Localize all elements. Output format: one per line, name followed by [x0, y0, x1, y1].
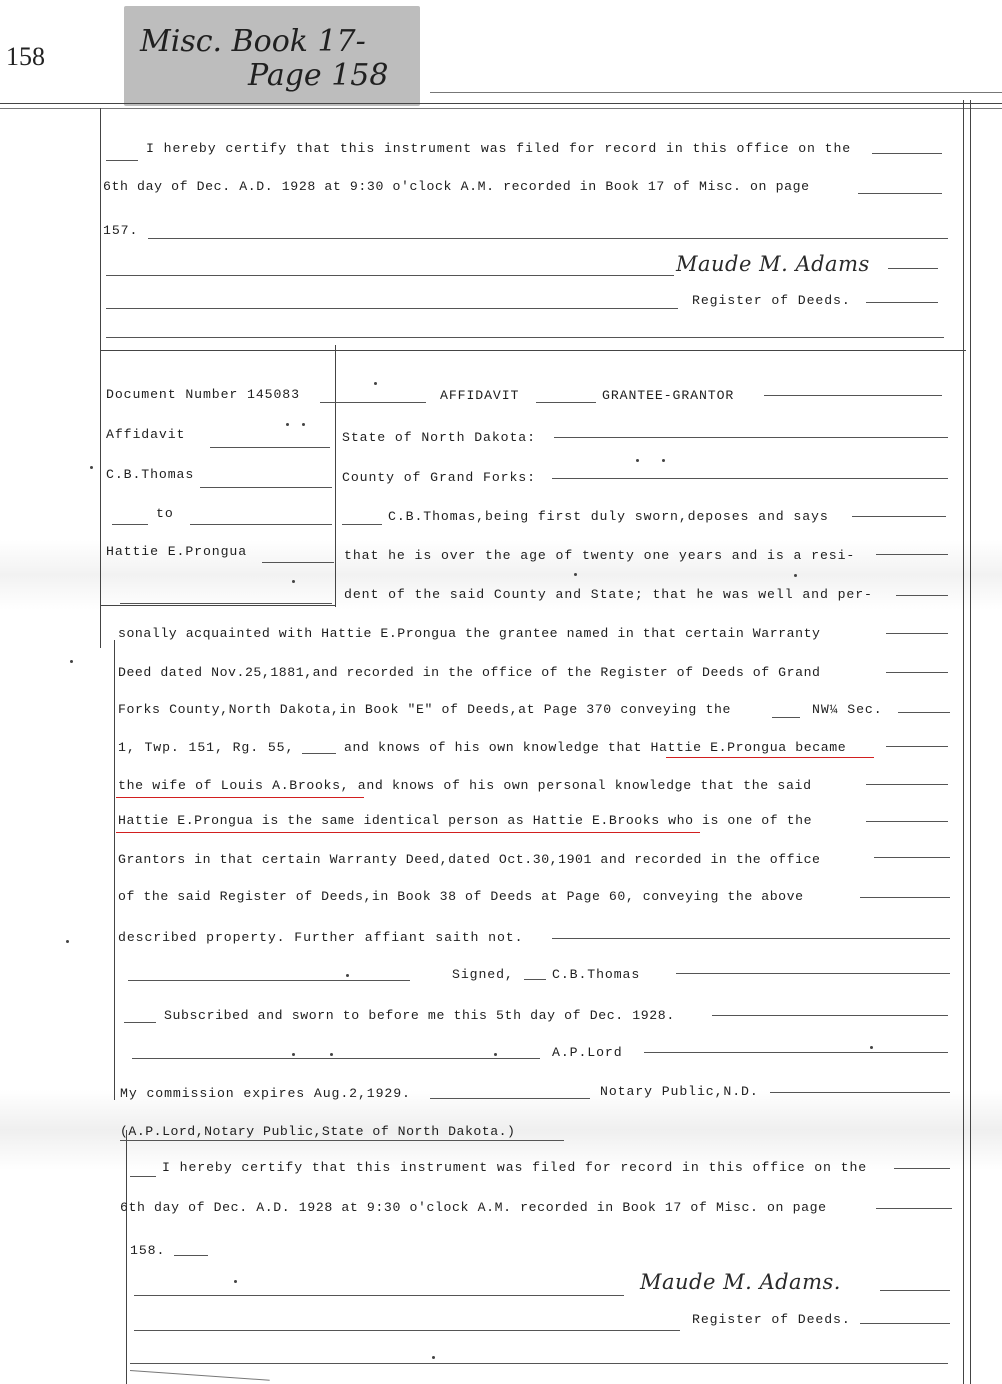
- cert2-line-2: 6th day of Dec. A.D. 1928 at 9:30 o'clock A.M. recorded in Book 17 of Misc. on page: [120, 1200, 827, 1215]
- affidavit-heading: AFFIDAVIT: [440, 388, 520, 403]
- affidavit-line-1: C.B.Thomas,being first duly sworn,deposes and says: [388, 509, 829, 524]
- cert1-line-1: I hereby certify that this instrument was filed for record in this office on the: [146, 141, 852, 156]
- sticky-note: [124, 6, 420, 106]
- cert1-line-2: 6th day of Dec. A.D. 1928 at 9:30 o'clock A.M. recorded in Book 17 of Misc. on page: [103, 179, 810, 194]
- sidebar-document-type: Affidavit: [106, 427, 186, 442]
- affidavit-line-6: Forks County,North Dakota,in Book "E" of Deeds,at Page 370 conveying the: [118, 702, 731, 717]
- cert1-title: Register of Deeds.: [692, 293, 851, 308]
- affidavit-line-12: described property. Further affiant saith not.: [118, 930, 524, 945]
- sidebar-from: C.B.Thomas: [106, 467, 195, 482]
- top-rule: [0, 103, 1002, 104]
- sidebar-to: to: [156, 506, 174, 521]
- sidebar-document-number: Document Number 145083: [106, 387, 300, 402]
- affidavit-line-10: Grantors in that certain Warranty Deed,dated Oct.30,1901 and recorded in the office: [118, 852, 821, 867]
- box-top-rule: [100, 350, 966, 351]
- left-frame-line-lower: [114, 640, 115, 1100]
- notary-seal: (A.P.Lord,Notary Public,State of North Dakota.): [120, 1124, 516, 1139]
- cert2-signature: Maude M. Adams.: [640, 1270, 841, 1294]
- sidebar-grantee: Hattie E.Prongua: [106, 544, 248, 559]
- left-frame-line: [100, 108, 101, 648]
- affidavit-line-8: the wife of Louis A.Brooks, and knows of his own personal knowledge that the said: [118, 778, 812, 793]
- cert2-title: Register of Deeds.: [692, 1312, 851, 1327]
- affidavit-line-6-parcel: NW¼ Sec.: [812, 702, 883, 717]
- page-number: 158: [6, 42, 45, 71]
- commission-expiry: My commission expires Aug.2,1929.: [120, 1086, 411, 1101]
- venue-county: County of Grand Forks:: [342, 470, 536, 485]
- right-frame-line: [963, 100, 964, 1384]
- sticky-note-line-1: Misc. Book 17-: [140, 24, 366, 59]
- notary-title: Notary Public,N.D.: [600, 1084, 759, 1099]
- affidavit-line-2: that he is over the age of twenty one years and is a resi-: [344, 548, 856, 563]
- highlight-underline: [666, 757, 874, 758]
- affidavit-line-9: Hattie E.Prongua is the same identical person as Hattie E.Brooks who is one of the: [118, 813, 813, 828]
- venue-state: State of North Dakota:: [342, 430, 536, 445]
- cert1-line-3: 157.: [103, 223, 139, 238]
- cert1-signature: Maude M. Adams: [676, 252, 870, 276]
- jurat-line: Subscribed and sworn to before me this 5th day of Dec. 1928.: [164, 1008, 675, 1023]
- signed-label: Signed,: [452, 967, 514, 982]
- affiant-signature-name: C.B.Thomas: [552, 967, 641, 982]
- highlight-underline: [116, 797, 364, 798]
- sidebar-bottom-rule: [100, 605, 336, 606]
- affidavit-line-4: sonally acquainted with Hattie E.Prongua the grantee named in that certain Warranty: [118, 626, 821, 641]
- affidavit-subheading: GRANTEE-GRANTOR: [602, 388, 735, 403]
- highlight-underline: [116, 832, 700, 833]
- cert2-line-3: 158.: [130, 1243, 166, 1258]
- affidavit-line-7-legal: 1, Twp. 151, Rg. 55,: [118, 740, 295, 755]
- top-rule-3: [430, 92, 1002, 93]
- left-frame-line-bottom: [126, 1130, 127, 1384]
- right-frame-line-2: [970, 100, 971, 1384]
- affidavit-line-5: Deed dated Nov.25,1881,and recorded in the office of the Register of Deeds of Grand: [118, 665, 821, 680]
- sidebar-divider: [335, 345, 336, 607]
- top-rule-2: [0, 108, 1002, 109]
- sticky-note-line-2: Page 158: [248, 58, 389, 93]
- cert2-line-1: I hereby certify that this instrument was filed for record in this office on the: [162, 1160, 868, 1175]
- bottom-slant-rule: [130, 1370, 270, 1381]
- affidavit-line-7: and knows of his own knowledge that Hattie E.Prongua became: [344, 740, 847, 755]
- affidavit-line-11: of the said Register of Deeds,in Book 38 of Deeds at Page 60, conveying the above: [118, 889, 804, 904]
- affidavit-line-3: dent of the said County and State; that he was well and per-: [344, 587, 873, 602]
- notary-name: A.P.Lord: [552, 1045, 623, 1060]
